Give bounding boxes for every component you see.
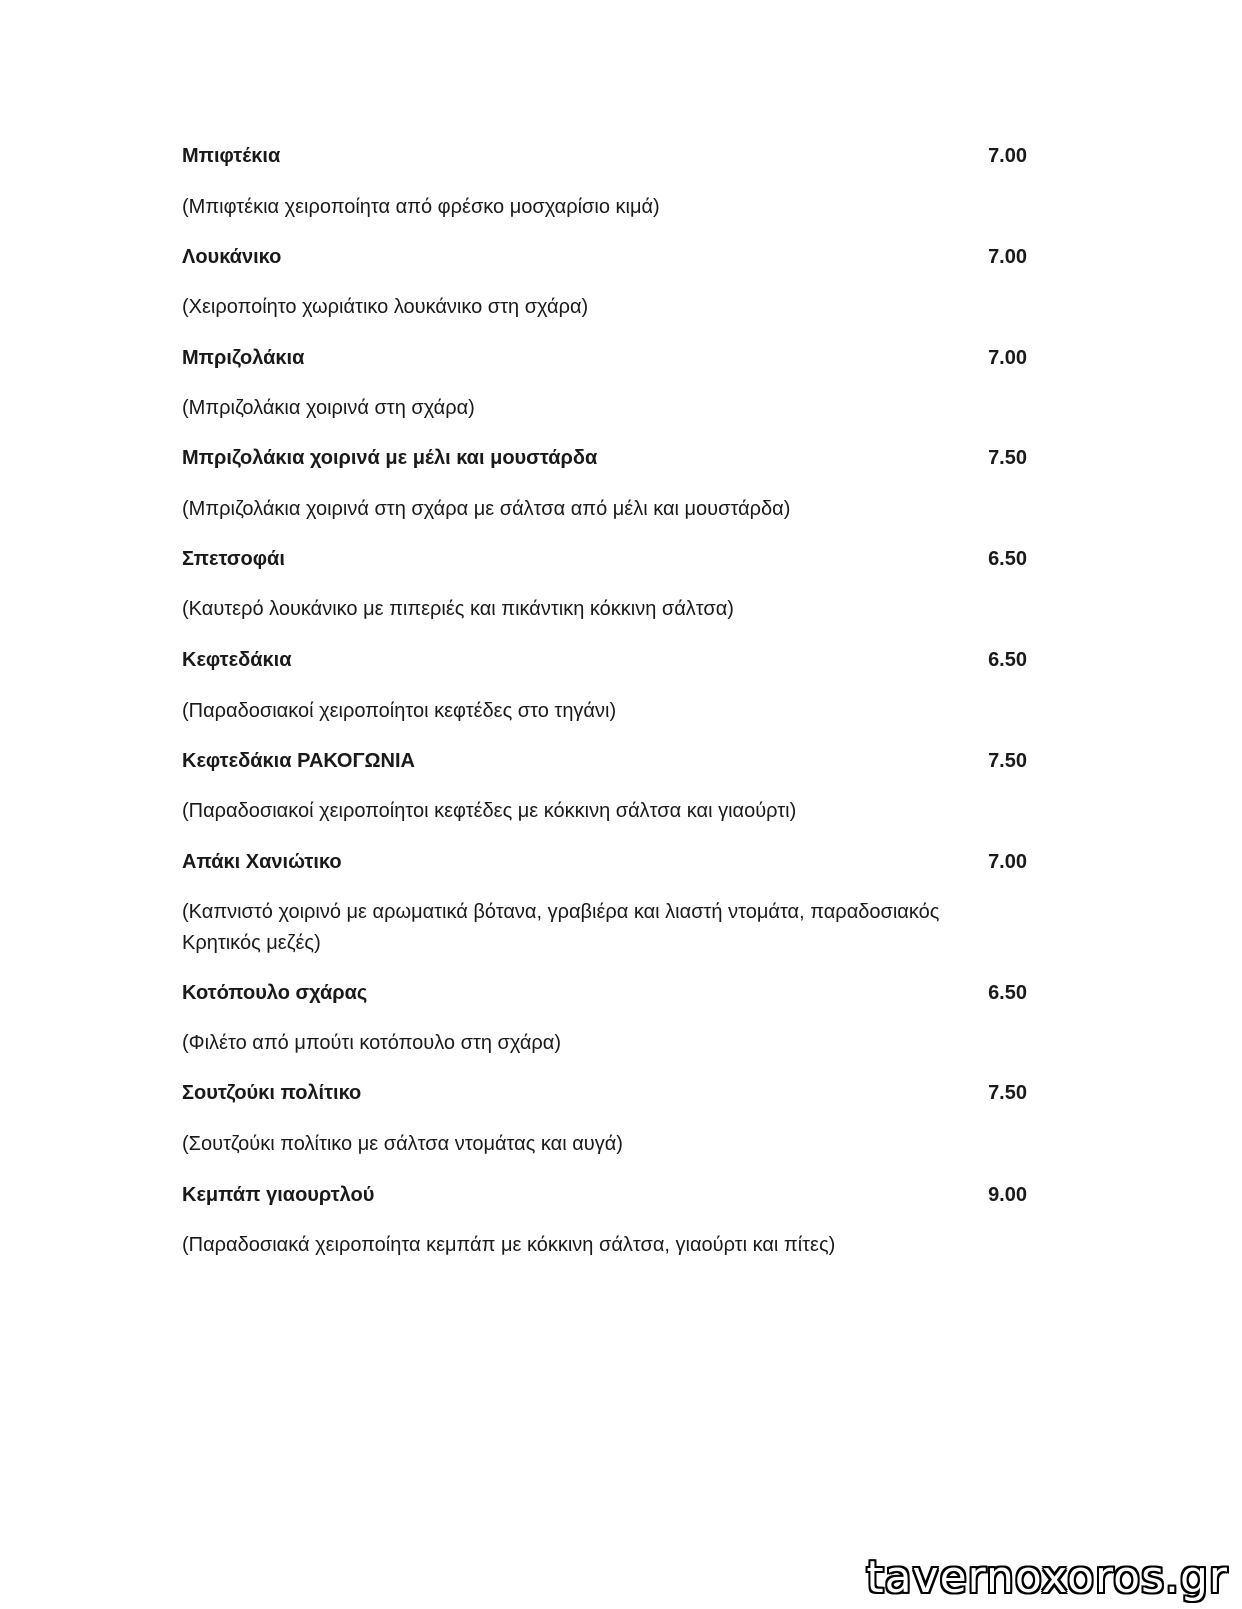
menu-item-price: 9.00 — [988, 1184, 1027, 1206]
menu-item-header — [182, 847, 1027, 878]
menu-item-description: (Παραδοσιακοί χειροποίητοι κεφτέδες με κόκκινη σάλτσα και γιαούρτι) — [182, 800, 797, 822]
menu-item-price: 7.00 — [988, 851, 1027, 873]
menu-item-name: Κοτόπουλο σχάρας — [182, 982, 368, 1004]
menu-item-description: (Φιλέτο από μπούτι κοτόπουλο στη σχάρα) — [182, 1032, 561, 1054]
menu-item-header — [182, 443, 1027, 474]
menu-item-name: Σπετσοφάι — [182, 548, 285, 570]
menu-item-name: Μπιφτέκια — [182, 145, 281, 167]
menu-item-description: (Μπριζολάκια χοιρινά στη σχάρα με σάλτσα από μέλι και μουστάρδα) — [182, 498, 791, 520]
menu-item-price: 7.00 — [988, 246, 1027, 268]
menu-item-header — [182, 544, 1027, 575]
menu-item-header — [182, 242, 1027, 273]
menu-item-header — [182, 141, 1027, 172]
menu-item-name: Κεμπάπ γιαουρτλού — [182, 1184, 375, 1206]
menu-item-description: (Παραδοσιακά χειροποίητα κεμπάπ με κόκκινη σάλτσα, γιαούρτι και πίτες) — [182, 1234, 836, 1256]
menu-item-description: (Σουτζούκι πολίτικο με σάλτσα ντομάτας και αυγά) — [182, 1133, 623, 1155]
menu-item-name: Κεφτεδάκια — [182, 649, 292, 671]
menu-item-name: Μπριζολάκια χοιρινά με μέλι και μουστάρδα — [182, 447, 598, 469]
menu-item-price: 6.50 — [988, 649, 1027, 671]
menu-item-header — [182, 978, 1027, 1009]
menu-item-name: Απάκι Χανιώτικο — [182, 851, 342, 873]
menu-item-name: Σουτζούκι πολίτικο — [182, 1082, 362, 1104]
menu-item-description: (Παραδοσιακοί χειροποίητοι κεφτέδες στο τηγάνι) — [182, 700, 617, 722]
menu-item-description: (Χειροποίητο χωριάτικο λουκάνικο στη σχάρα) — [182, 296, 589, 318]
menu-item-name: Κεφτεδάκια ΡΑΚΟΓΩΝΙΑ — [182, 750, 415, 772]
menu-item-price: 7.50 — [988, 447, 1027, 469]
menu-item-name: Μπριζολάκια — [182, 347, 305, 369]
menu-item-name: Λουκάνικο — [182, 246, 282, 268]
menu-item-description: (Μπριζολάκια χοιρινά στη σχάρα) — [182, 397, 475, 419]
menu-item-description: (Καπνιστό χοιρινό με αρωματικά βότανα, γραβιέρα και λιαστή ντομάτα, παραδοσιακός Κρητικός μεζές) — [182, 901, 940, 954]
menu-item-header — [182, 343, 1027, 374]
menu-item-price: 6.50 — [988, 548, 1027, 570]
menu-item-header — [182, 746, 1027, 777]
menu-item-description: (Μπιφτέκια χειροποίητα από φρέσκο μοσχαρίσιο κιμά) — [182, 196, 660, 218]
menu-item-price: 7.00 — [988, 145, 1027, 167]
menu-item-header — [182, 1078, 1027, 1109]
menu-item-description: (Καυτερό λουκάνικο με πιπεριές και πικάντικη κόκκινη σάλτσα) — [182, 598, 734, 620]
menu-item-price: 7.50 — [988, 1082, 1027, 1104]
menu-item-price: 7.50 — [988, 750, 1027, 772]
menu-item-header — [182, 645, 1027, 676]
menu-item-price: 6.50 — [988, 982, 1027, 1004]
menu-item-price: 7.00 — [988, 347, 1027, 369]
watermark: tavernoxoros.gr — [866, 1552, 1228, 1603]
menu-item-header — [182, 1180, 1027, 1211]
